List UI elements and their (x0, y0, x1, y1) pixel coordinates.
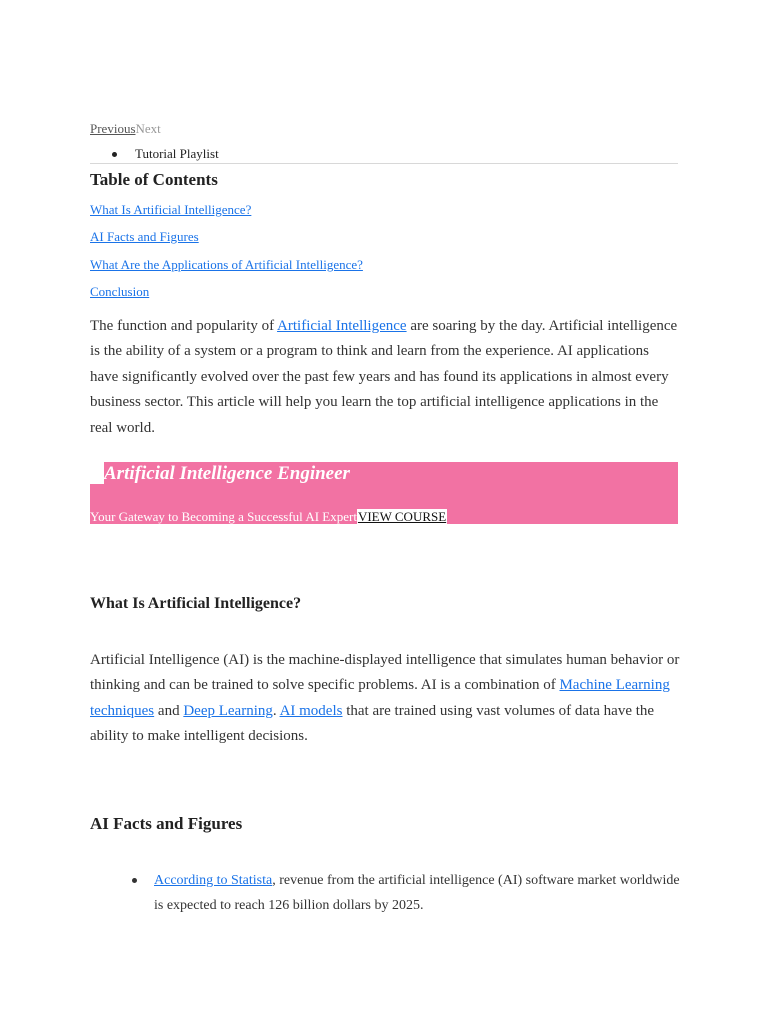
banner-subtitle-row (90, 509, 447, 525)
bullet-text (154, 868, 682, 918)
deep-learning-link[interactable]: Deep Learning (183, 702, 273, 719)
bullet-icon (132, 878, 137, 883)
bullet-icon (112, 152, 117, 157)
toc-link-applications[interactable]: What Are the Applications of Artificial Intelligence? (90, 257, 363, 272)
prev-next-nav (90, 121, 161, 137)
course-banner (90, 462, 678, 524)
banner-title: Artificial Intelligence Engineer (104, 463, 350, 484)
machine-learning-link[interactable]: Machine Learning techniques (90, 677, 670, 719)
view-course-button[interactable]: VIEW COURSE (357, 509, 447, 524)
intro-text-after: are soaring by the day. Artificial intelligence is the ability of a system or a program to think and learn from the experience. AI applications have significantly evolved over the past few years and has found its applications in almost every business sector. This article will help you learn the top artificial intelligence applications in the real world. (90, 318, 678, 436)
next-link[interactable]: Next (135, 121, 161, 136)
intro-paragraph (90, 314, 680, 441)
section-heading-ai-facts: AI Facts and Figures (90, 814, 243, 833)
section1-text-4: that are trained using vast volumes of data have the ability to make intelligent decisions. (90, 702, 655, 745)
tutorial-playlist-item[interactable] (112, 146, 219, 162)
intro-text-before: The function and popularity of (90, 318, 278, 334)
section-heading-what-is-ai: What Is Artificial Intelligence? (90, 595, 302, 612)
previous-link[interactable]: Previous (90, 121, 136, 136)
statista-link[interactable]: According to Statista (154, 873, 273, 888)
banner-subtitle: Your Gateway to Becoming a Successful AI Expert (90, 509, 357, 524)
tutorial-playlist-label[interactable]: Tutorial Playlist (135, 146, 219, 161)
list-item (132, 868, 682, 918)
banner-notch (90, 462, 104, 484)
section1-text-2: and (154, 702, 184, 719)
bullet-text-rest: , revenue from the artificial intelligence (AI) software market worldwide is expected to reach 126 billion dollars by 2025. (154, 873, 680, 913)
section1-paragraph (90, 648, 680, 750)
toc-title: Table of Contents (90, 170, 218, 189)
section1-text-3: . (272, 702, 280, 719)
divider (90, 163, 678, 164)
section1-text-1: Artificial Intelligence (AI) is the machine-displayed intelligence that simulates human behavior or thinking and can be trained to solve specific problems. AI is a combination of (90, 652, 680, 694)
ai-models-link[interactable]: AI models (279, 702, 343, 719)
toc-link-what-is-ai[interactable]: What Is Artificial Intelligence? (90, 202, 252, 217)
toc-link-ai-facts[interactable]: AI Facts and Figures (90, 229, 199, 244)
toc-link-conclusion[interactable]: Conclusion (90, 284, 150, 299)
ai-link[interactable]: Artificial Intelligence (277, 318, 407, 334)
